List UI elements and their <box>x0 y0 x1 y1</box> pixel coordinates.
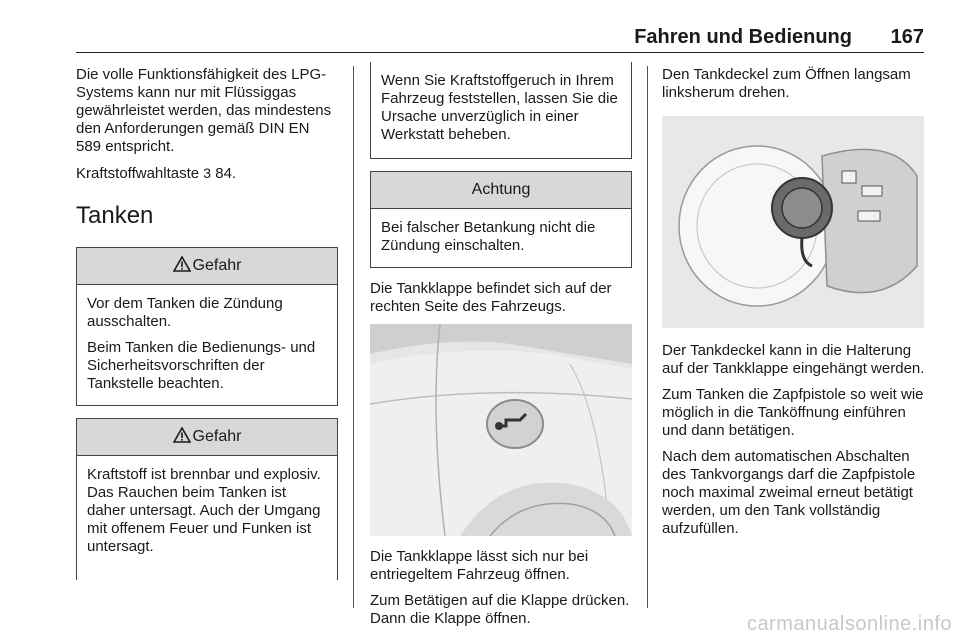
warning-triangle-icon <box>173 256 191 272</box>
danger-box-2-text: Kraftstoff ist brennbar und explosiv. Das Rauchen beim Tanken ist daher untersagt. Auch der Umgang mit offenem Feuer und Funken ist untersagt. <box>87 466 321 555</box>
danger-box-1-title: Gefahr <box>192 257 242 274</box>
reference-page: 84. <box>215 165 237 182</box>
auto-shutoff-text: Nach dem automatischen Abschalten des Tankvorgangs darf die Zapfpistole noch maximal zweimal erneut betätigt werden, um den Tank vollständig aufzufüllen. <box>662 448 916 537</box>
page-title: Fahren und Bedienung <box>634 26 852 48</box>
caution-box-title: Achtung <box>371 172 631 209</box>
danger-box-1-header <box>77 248 337 285</box>
column-2 <box>370 66 632 636</box>
fuel-flap-unlock-text: Die Tankklappe lässt sich nur bei entriegeltem Fahrzeug öffnen. <box>370 548 589 583</box>
section-heading: Tanken <box>76 202 154 229</box>
fuel-cap-holder-text: Der Tankdeckel kann in die Halterung auf der Tankklappe eingehängt werden. <box>662 342 925 377</box>
danger-box-1-text-2: Beim Tanken die Bedienungs- und Sicherheitsvorschriften der Tankstelle beachten. <box>87 339 316 392</box>
column-1 <box>76 66 338 580</box>
car-fuel-flap-illustration <box>370 324 632 536</box>
refuel-nozzle-text: Zum Tanken die Zapfpistole so weit wie möglich in die Tanköffnung einführen und dann betätigen. <box>662 386 924 439</box>
fuel-flap-operate-text: Zum Betätigen auf die Klappe drücken. Dann die Klappe öffnen. <box>370 592 630 627</box>
fuel-cap-open-text: Den Tankdeckel zum Öffnen langsam linksherum drehen. <box>662 66 911 101</box>
danger-box-2-header <box>77 419 337 456</box>
danger-box-2 <box>76 418 338 580</box>
danger-box-1 <box>76 247 338 406</box>
warning-triangle-icon <box>173 427 191 443</box>
caution-box-text: Bei falscher Betankung nicht die Zündung einschalten. <box>381 219 596 254</box>
fuel-cap-illustration <box>662 116 924 328</box>
column-divider-1 <box>353 66 354 608</box>
fuel-flap-location-text: Die Tankklappe befindet sich auf der rechten Seite des Fahrzeugs. <box>370 280 612 315</box>
column-3 <box>662 66 926 546</box>
reference-line <box>76 164 338 183</box>
arrow-reference-icon: 3 <box>203 165 212 181</box>
header-divider <box>76 52 924 53</box>
danger-box-2-title: Gefahr <box>192 428 242 445</box>
note-box <box>370 62 632 159</box>
reference-text: Kraftstoffwahltaste <box>76 165 200 182</box>
watermark: carmanualsonline.info <box>746 613 952 635</box>
caution-box <box>370 171 632 268</box>
note-box-text: Wenn Sie Kraftstoffgeruch in Ihrem Fahrzeug feststellen, lassen Sie die Ursache unverzüglich in einer Werkstatt beheben. <box>381 72 618 143</box>
danger-box-1-text-1: Vor dem Tanken die Zündung ausschalten. <box>87 295 283 330</box>
intro-paragraph: Die volle Funktionsfähigkeit des LPG-Systems kann nur mit Flüssiggas gewährleistet werden, das mindestens den Anforderungen gemäß DIN EN 589 entspricht. <box>76 66 332 155</box>
column-divider-2 <box>647 66 648 608</box>
page-number: 167 <box>890 26 924 48</box>
